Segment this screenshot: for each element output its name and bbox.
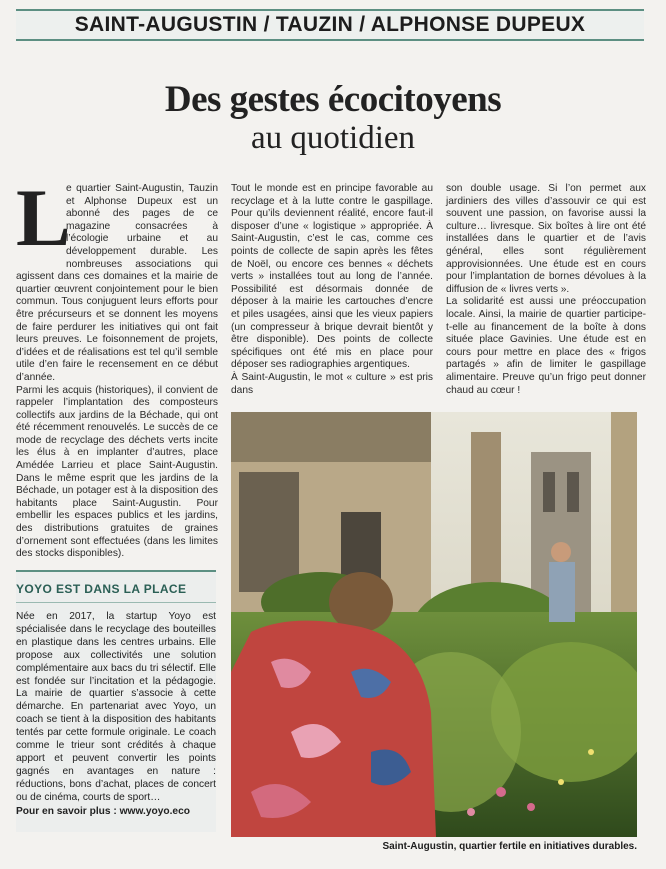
sidebar-more-link[interactable]: Pour en savoir plus : www.yoyo.eco	[16, 805, 190, 817]
sidebar-body: Née en 2017, la startup Yoyo est spécialisée dans le recyclage des bouteilles en plastique dans les centres urbains. Elle propose aux collectivités une solution complémentaire aux bacs du tri sélectif. Elle est fondée sur l’incitation et la pédagogie. La mairie de quartier s’associe à cette démarche. En partenariat avec Yoyo, un coach se tient à la disposition des habitants tentés par cette formule originale. Le coach comme le trieur sont crédités à chaque apport et peuvent convertir les points gagnés en avantages en nature : réductions, bons d’achat, places de concert ou de cinéma, courts de sport…	[16, 611, 216, 803]
garden-photo	[231, 412, 637, 837]
article-column-1	[16, 172, 218, 561]
drop-cap: L	[16, 172, 71, 263]
paragraph: Parmi les acquis (historiques), il convient de rappeler l’implantation des composteurs collectifs aux jardins de la Béchade, qui ont été récemment renouvelés. Le succès de ce mode de recyclage des déchets verts incite les élus à en implanter d’autres, place Amédée Larrieu et place Saint-Augustin. Dans le même esprit que les jardins de la Béchade, un potager est à la disposition des habitants place Saint-Augustin. Pour embellir les espaces publics et les jardins, des distributions gratuites de graines d’ornement sont effectuées (dans les limites des stocks disponibles).	[16, 384, 218, 560]
section-title: SAINT-AUGUSTIN / TAUZIN / ALPHONSE DUPEUX	[74, 13, 586, 36]
paragraph: La solidarité est aussi une préoccupation locale. Ainsi, la mairie de quartier participe-t-elle au financement de la boîte à dons située place Gavinies. Une étude est en cours pour mettre en place des « frigos partagés » afin de limiter le gaspillage alimentaire. Preuve qu’un frigo peut donner chaud au cœur !	[446, 296, 646, 396]
article-column-3	[446, 183, 646, 397]
article-column-2	[231, 183, 433, 397]
paragraph: son double usage. Si l’on permet aux jardiniers des villes d’assouvir ce qui est souvent une passion, on favorise aussi la culture… livresque. Six boîtes à lire ont été installées dans le quartier et de l’avis général, elles sont régulièrement approvisionnées. Une étude est en cours pour l’implantation de bornes dévolues à la diffusion de « livres verts ».	[446, 183, 646, 295]
sidebar-box	[16, 570, 216, 832]
section-banner	[16, 9, 644, 41]
photo-caption: Saint-Augustin, quartier fertile en initiatives durables.	[382, 841, 637, 852]
sidebar-title: YOYO EST DANS LA PLACE	[16, 582, 187, 596]
paragraph: À Saint-Augustin, le mot « culture » est pris dans	[231, 371, 433, 396]
sidebar-divider	[16, 602, 216, 603]
paragraph: e quartier Saint-Augustin, Tauzin et Alphonse Dupeux est un abonné des pages de ce magazine consacrées à l’écologie urbaine et au développement durable. Les nombreuses associations qui agissent dans ces domaines et la mairie de quartier œuvrent conjointement pour le bien commun. Tous conjuguent leurs efforts pour être précurseurs et se donnent les moyens de faire perdurer les initiatives qui ont fait leurs preuves. Le foisonnement de projets, d’idées et de réalisations est tel qu’il semble utile d’en faire le recensement en ce début d’année.	[16, 183, 218, 383]
paragraph: Tout le monde est en principe favorable au recyclage et à la lutte contre le gaspillage. Pour qu’ils deviennent réalité, encore faut-il disposer d’une « logistique » appropriée. À Saint-Augustin, c’est le cas, comme ces points de collecte de sapin après les fêtes de Noël, ou encore ces bennes « déchets verts » installées tout au long de l’année. Possibilité est désormais donnée de déposer à la mairie les cartouches d’encre et piles usagées, ainsi que les vieux papiers (un compresseur à brique devrait bientôt y être disponible). Des points de collecte spécifiques ont été mis en place pour déposer ses radiographies argentiques.	[231, 183, 433, 371]
article-headline: Des gestes écocitoyens	[164, 79, 502, 120]
article-subheadline: au quotidien	[250, 120, 416, 156]
